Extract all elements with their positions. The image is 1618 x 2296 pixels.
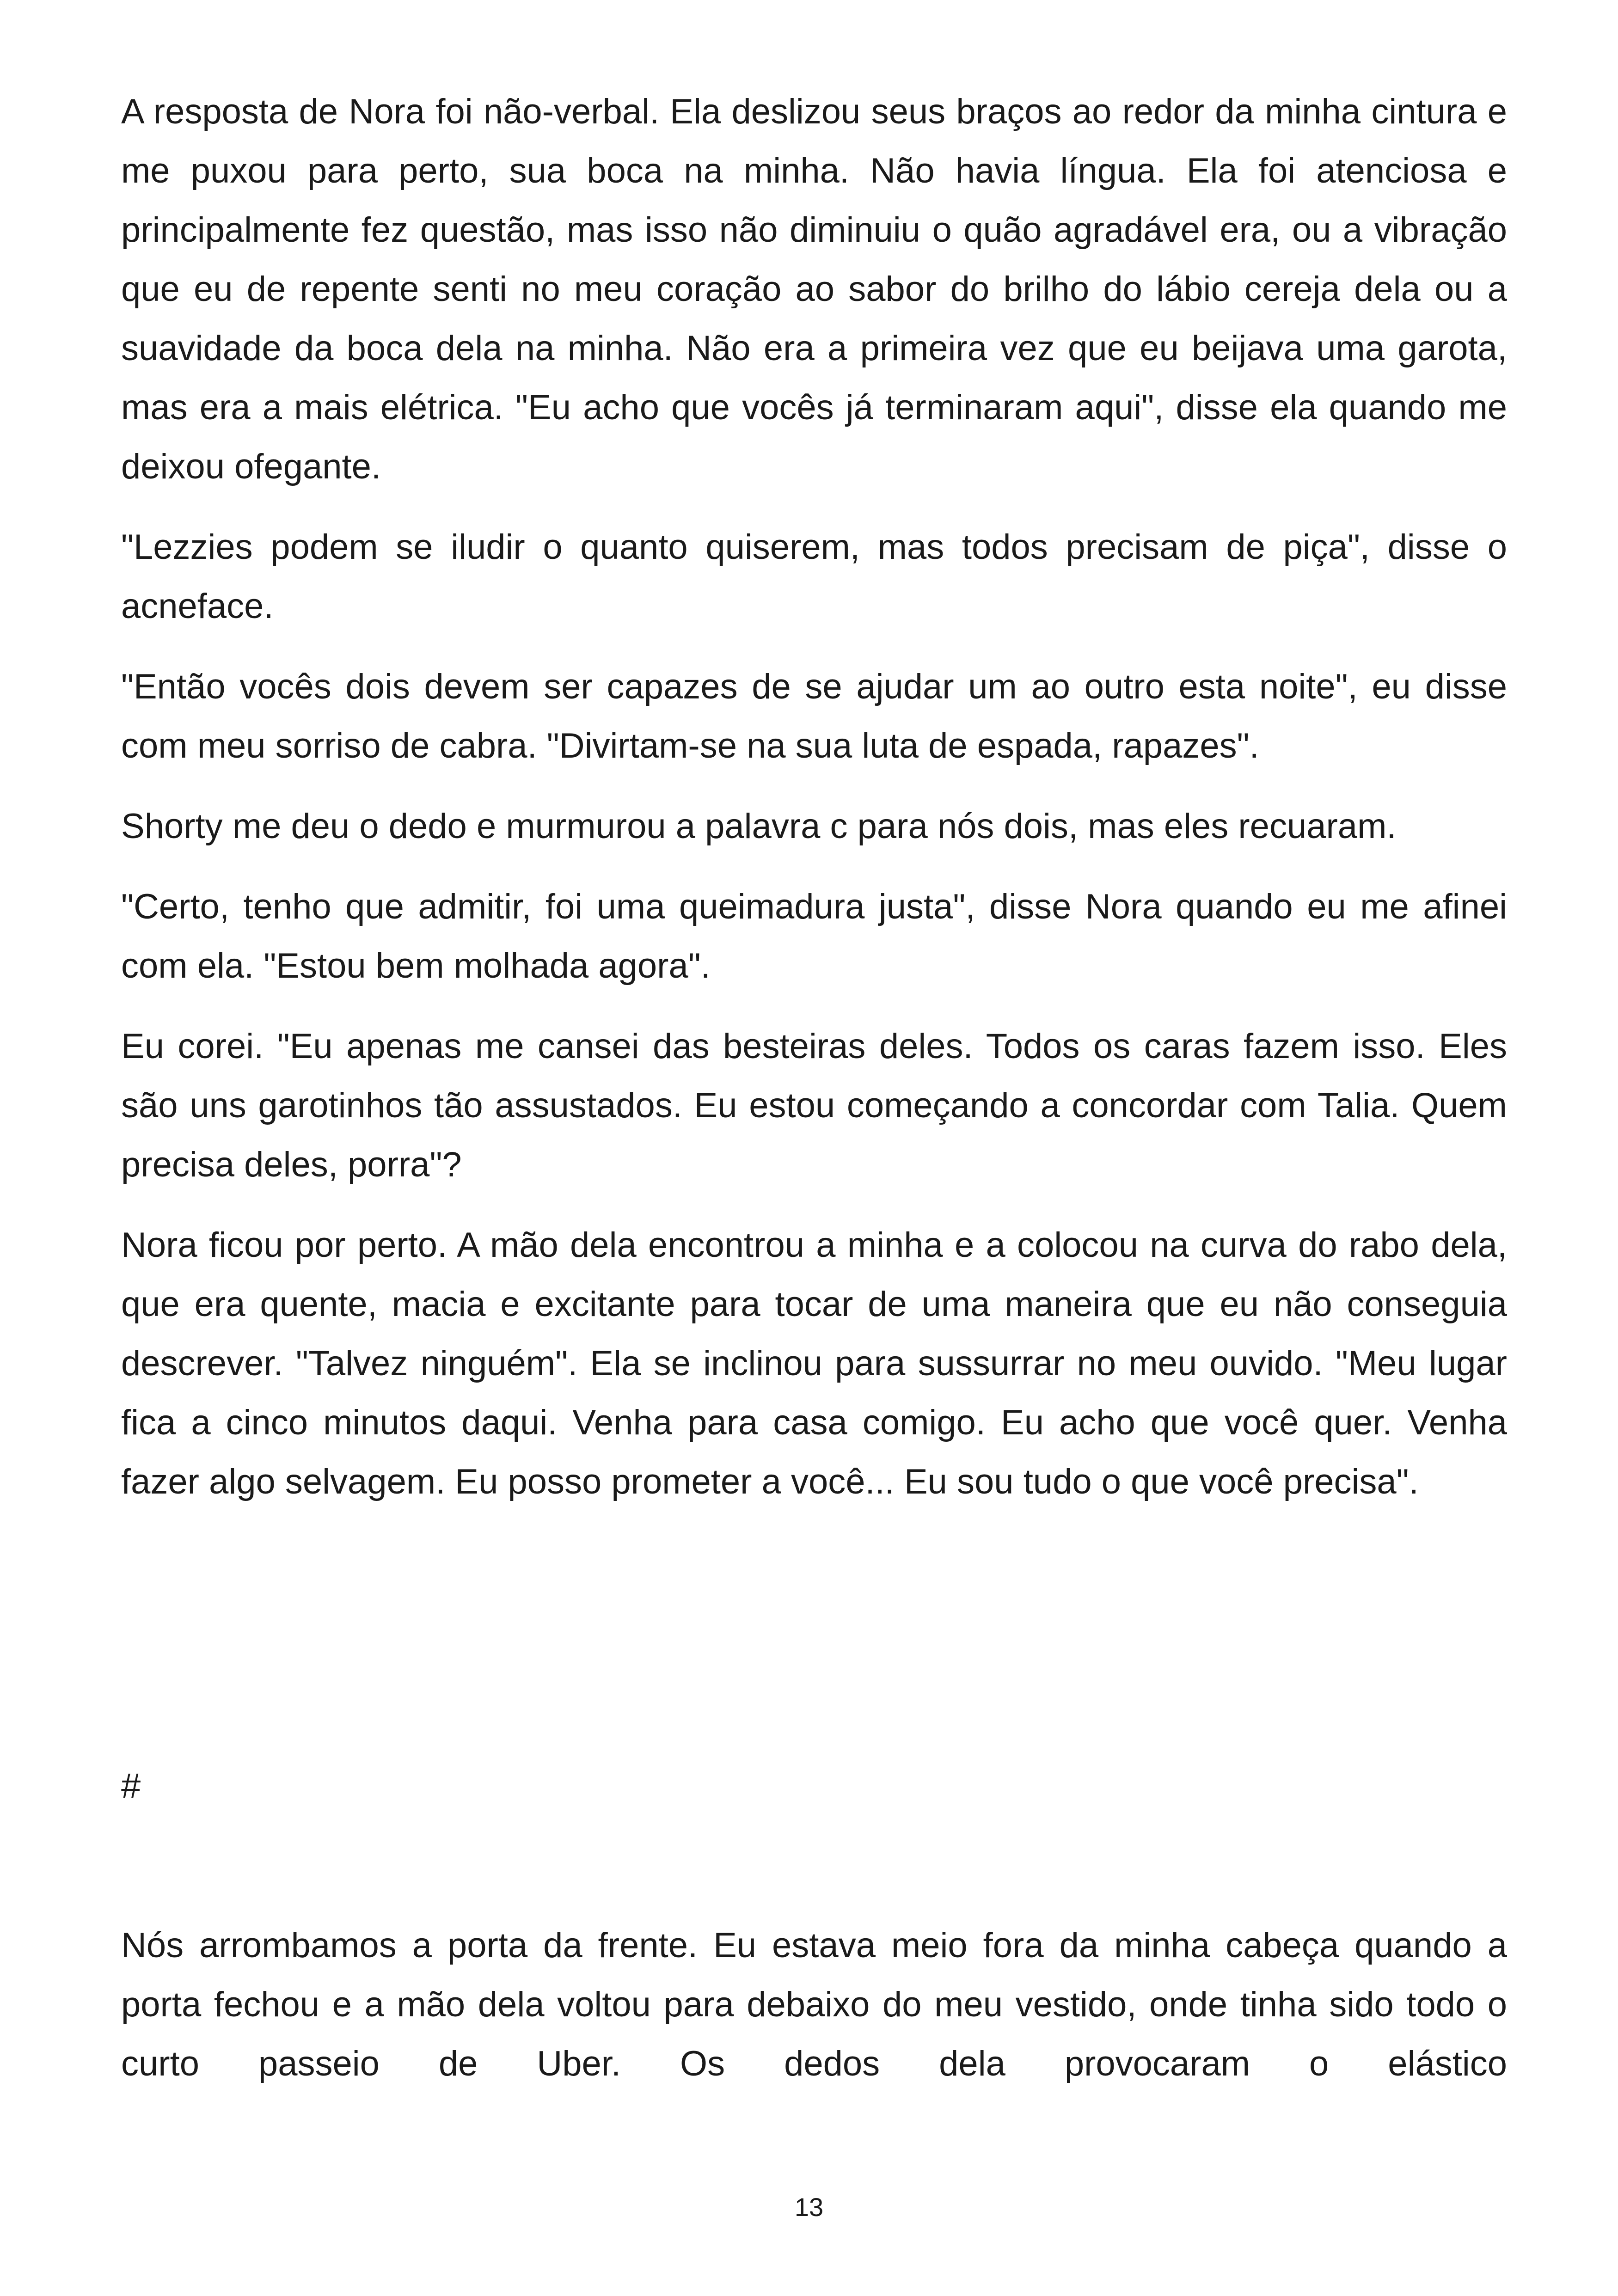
paragraph-6: Eu corei. "Eu apenas me cansei das besteiras deles. Todos os caras fazem isso. Eles são uns garotinhos tão assustados. Eu estou começando a concordar com Talia. Quem precisa deles, porra"? — [121, 1027, 1507, 1184]
body-text-bottom — [121, 1916, 1507, 2115]
body-text-top — [121, 82, 1507, 1533]
paragraph-5: "Certo, tenho que admitir, foi uma queimadura justa", disse Nora quando eu me afinei com ela. "Estou bem molhada agora". — [121, 887, 1507, 986]
paragraph-3: "Então vocês dois devem ser capazes de se ajudar um ao outro esta noite", eu disse com meu sorriso de cabra. "Divirtam-se na sua luta de espada, rapazes". — [121, 667, 1507, 765]
scene-separator: # — [121, 1766, 141, 1806]
paragraph-7: Nora ficou por perto. A mão dela encontrou a minha e a colocou na curva do rabo dela, que era quente, macia e excitante para tocar de uma maneira que eu não conseguia descrever. "Talvez ninguém". Ela se inclinou para sussurrar no meu ouvido. "Meu lugar fica a cinco minutos daqui. Venha para casa comigo. Eu acho que você quer. Venha fazer algo selvagem. Eu posso prometer a você... Eu sou tudo o que você precisa". — [121, 1225, 1507, 1501]
paragraph-4: Shorty me deu o dedo e murmurou a palavra c para nós dois, mas eles recuaram. — [121, 807, 1397, 846]
paragraph-1: A resposta de Nora foi não-verbal. Ela deslizou seus braços ao redor da minha cintura e me puxou para perto, sua boca na minha. Não havia língua. Ela foi atenciosa e principalmente fez questão, mas isso não diminuiu o quão agradável era, ou a vibração que eu de repente senti no meu coração ao sabor do brilho do lábio cereja dela ou a suavidade da boca dela na minha. Não era a primeira vez que eu beijava uma garota, mas era a mais elétrica. "Eu acho que vocês já terminaram aqui", disse ela quando me deixou ofegante. — [121, 92, 1507, 486]
paragraph-8: Nós arrombamos a porta da frente. Eu estava meio fora da minha cabeça quando a porta fechou e a mão dela voltou para debaixo do meu vestido, onde tinha sido todo o curto passeio de Uber. Os dedos dela provocaram o elástico — [121, 1926, 1507, 2083]
paragraph-2: "Lezzies podem se iludir o quanto quiserem, mas todos precisam de piça", disse o acneface. — [121, 527, 1507, 626]
page-number: 13 — [794, 2192, 824, 2222]
